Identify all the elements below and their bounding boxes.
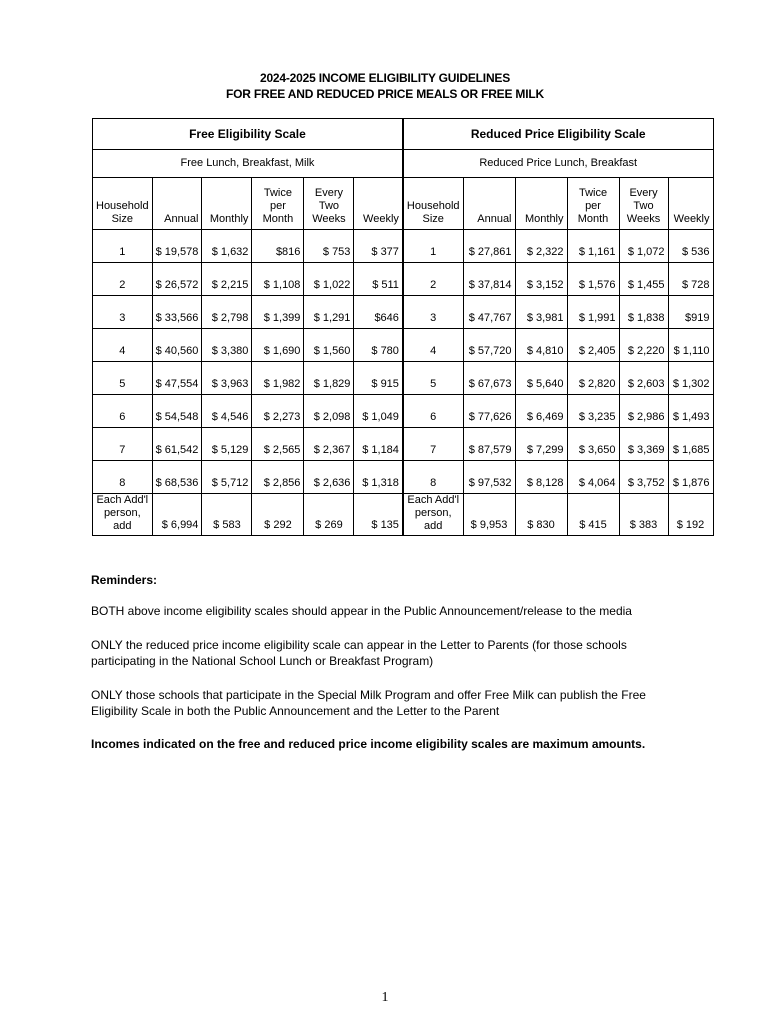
free-every-two-cell: $ 1,560 [304, 329, 354, 362]
reduced-twice-per-month-header: Twice per Month [567, 178, 619, 230]
free-twice-cell: $ 1,399 [252, 296, 304, 329]
free-annual-cell: $ 19,578 [152, 230, 202, 263]
reduced-weekly-cell: $919 [668, 296, 713, 329]
reduced-weekly-cell: $ 1,685 [668, 428, 713, 461]
reduced-household-size-cell: 6 [403, 395, 463, 428]
table-row [93, 296, 714, 329]
free-scale-subheading: Free Lunch, Breakfast, Milk [93, 150, 403, 178]
scale-header-row [93, 119, 714, 150]
title-line-2: FOR FREE AND REDUCED PRICE MEALS OR FREE MILK [226, 87, 544, 101]
free-annual-cell: $ 26,572 [152, 263, 202, 296]
reduced-weekly-cell: $ 1,302 [668, 362, 713, 395]
free-monthly-cell: $ 3,380 [202, 329, 252, 362]
reduced-monthly-cell: $ 6,469 [515, 395, 567, 428]
free-weekly-cell: $646 [354, 296, 403, 329]
free-household-size-cell: 7 [93, 428, 153, 461]
table-row [93, 395, 714, 428]
document-title [0, 70, 770, 102]
reduced-scale-subheading: Reduced Price Lunch, Breakfast [403, 150, 713, 178]
free-household-size-cell: 1 [93, 230, 153, 263]
reduced-each-every-two: $ 383 [619, 494, 668, 536]
free-household-size-cell: 5 [93, 362, 153, 395]
free-weekly-cell: $ 1,049 [354, 395, 403, 428]
free-annual-cell: $ 54,548 [152, 395, 202, 428]
reduced-monthly-cell: $ 5,640 [515, 362, 567, 395]
reduced-every-two-cell: $ 3,752 [619, 461, 668, 494]
free-twice-cell: $ 2,273 [252, 395, 304, 428]
reduced-household-size-header: Household Size [403, 178, 463, 230]
free-household-size-header: Household Size [93, 178, 153, 230]
reduced-household-size-cell: 8 [403, 461, 463, 494]
reduced-each-twice: $ 415 [567, 494, 619, 536]
reduced-monthly-cell: $ 2,322 [515, 230, 567, 263]
free-monthly-cell: $ 4,546 [202, 395, 252, 428]
free-each-annual: $ 6,994 [152, 494, 202, 536]
free-every-two-cell: $ 1,291 [304, 296, 354, 329]
free-twice-cell: $816 [252, 230, 304, 263]
reduced-every-two-cell: $ 3,369 [619, 428, 668, 461]
free-every-two-cell: $ 1,829 [304, 362, 354, 395]
free-weekly-cell: $ 377 [354, 230, 403, 263]
column-header-row [93, 178, 714, 230]
free-twice-cell: $ 1,982 [252, 362, 304, 395]
free-monthly-cell: $ 1,632 [202, 230, 252, 263]
free-annual-cell: $ 33,566 [152, 296, 202, 329]
eligibility-table [92, 118, 714, 536]
reduced-weekly-cell: $ 1,110 [668, 329, 713, 362]
reduced-annual-cell: $ 97,532 [463, 461, 515, 494]
reduced-each-annual: $ 9,953 [463, 494, 515, 536]
reduced-weekly-cell: $ 1,493 [668, 395, 713, 428]
reduced-weekly-header: Weekly [668, 178, 713, 230]
reduced-monthly-header: Monthly [515, 178, 567, 230]
free-weekly-cell: $ 915 [354, 362, 403, 395]
reduced-monthly-cell: $ 8,128 [515, 461, 567, 494]
reduced-annual-cell: $ 47,767 [463, 296, 515, 329]
free-annual-header: Annual [152, 178, 202, 230]
reduced-weekly-cell: $ 728 [668, 263, 713, 296]
reduced-every-two-cell: $ 2,220 [619, 329, 668, 362]
reduced-weekly-cell: $ 536 [668, 230, 713, 263]
reduced-twice-cell: $ 2,405 [567, 329, 619, 362]
reduced-monthly-cell: $ 4,810 [515, 329, 567, 362]
reduced-twice-cell: $ 3,235 [567, 395, 619, 428]
free-weekly-cell: $ 1,184 [354, 428, 403, 461]
free-each-additional-label: Each Add'l person, add [93, 494, 153, 536]
reduced-weekly-cell: $ 1,876 [668, 461, 713, 494]
reduced-household-size-cell: 1 [403, 230, 463, 263]
title-line-1: 2024-2025 INCOME ELIGIBILITY GUIDELINES [259, 71, 511, 85]
reduced-twice-cell: $ 4,064 [567, 461, 619, 494]
free-household-size-cell: 6 [93, 395, 153, 428]
reminder-paragraph-1: BOTH above income eligibility scales should appear in the Public Announcement/release to the media [91, 604, 632, 618]
reduced-household-size-cell: 7 [403, 428, 463, 461]
table-row [93, 461, 714, 494]
page-number: 1 [381, 990, 389, 1005]
reduced-annual-cell: $ 37,814 [463, 263, 515, 296]
reduced-each-additional-label: Each Add'l person, add [403, 494, 463, 536]
reduced-annual-cell: $ 77,626 [463, 395, 515, 428]
reduced-every-two-weeks-header: Every Two Weeks [619, 178, 668, 230]
free-each-monthly: $ 583 [202, 494, 252, 536]
free-twice-cell: $ 1,690 [252, 329, 304, 362]
free-each-every-two: $ 269 [304, 494, 354, 536]
table-row [93, 329, 714, 362]
reduced-twice-cell: $ 3,650 [567, 428, 619, 461]
reduced-household-size-cell: 5 [403, 362, 463, 395]
table-row [93, 230, 714, 263]
reduced-household-size-cell: 2 [403, 263, 463, 296]
free-weekly-cell: $ 511 [354, 263, 403, 296]
free-scale-heading: Free Eligibility Scale [93, 119, 403, 150]
table-row [93, 263, 714, 296]
free-twice-cell: $ 2,565 [252, 428, 304, 461]
free-every-two-cell: $ 2,636 [304, 461, 354, 494]
reminder-paragraph-2: ONLY the reduced price income eligibility scale can appear in the Letter to Parents (for those schools participating in the National School Lunch or Breakfast Program) [91, 638, 627, 668]
free-weekly-cell: $ 780 [354, 329, 403, 362]
table-row [93, 428, 714, 461]
free-each-weekly: $ 135 [354, 494, 403, 536]
free-twice-cell: $ 1,108 [252, 263, 304, 296]
free-every-two-weeks-header: Every Two Weeks [304, 178, 354, 230]
reduced-twice-cell: $ 1,161 [567, 230, 619, 263]
reduced-annual-cell: $ 27,861 [463, 230, 515, 263]
free-monthly-cell: $ 2,798 [202, 296, 252, 329]
free-household-size-cell: 8 [93, 461, 153, 494]
reduced-monthly-cell: $ 3,152 [515, 263, 567, 296]
free-annual-cell: $ 68,536 [152, 461, 202, 494]
reduced-twice-cell: $ 1,991 [567, 296, 619, 329]
free-annual-cell: $ 40,560 [152, 329, 202, 362]
free-every-two-cell: $ 1,022 [304, 263, 354, 296]
reduced-twice-cell: $ 1,576 [567, 263, 619, 296]
free-household-size-cell: 4 [93, 329, 153, 362]
reduced-every-two-cell: $ 1,455 [619, 263, 668, 296]
reduced-annual-cell: $ 57,720 [463, 329, 515, 362]
reduced-twice-cell: $ 2,820 [567, 362, 619, 395]
reduced-household-size-cell: 3 [403, 296, 463, 329]
scale-subheader-row [93, 150, 714, 178]
free-annual-cell: $ 61,542 [152, 428, 202, 461]
free-twice-per-month-header: Twice per Month [252, 178, 304, 230]
reduced-every-two-cell: $ 2,986 [619, 395, 668, 428]
free-weekly-header: Weekly [354, 178, 403, 230]
free-weekly-cell: $ 1,318 [354, 461, 403, 494]
free-monthly-cell: $ 3,963 [202, 362, 252, 395]
reduced-household-size-cell: 4 [403, 329, 463, 362]
reduced-annual-cell: $ 67,673 [463, 362, 515, 395]
reduced-annual-header: Annual [463, 178, 515, 230]
reduced-every-two-cell: $ 1,072 [619, 230, 668, 263]
table-row [93, 362, 714, 395]
free-annual-cell: $ 47,554 [152, 362, 202, 395]
free-each-twice: $ 292 [252, 494, 304, 536]
reduced-every-two-cell: $ 1,838 [619, 296, 668, 329]
reminder-paragraph-4: Incomes indicated on the free and reduced price income eligibility scales are maximum amounts. [91, 737, 646, 751]
free-household-size-cell: 3 [93, 296, 153, 329]
free-household-size-cell: 2 [93, 263, 153, 296]
free-monthly-cell: $ 5,712 [202, 461, 252, 494]
free-monthly-cell: $ 2,215 [202, 263, 252, 296]
reduced-each-monthly: $ 830 [515, 494, 567, 536]
reduced-scale-heading: Reduced Price Eligibility Scale [403, 119, 713, 150]
each-additional-row [93, 494, 714, 536]
reduced-every-two-cell: $ 2,603 [619, 362, 668, 395]
reduced-monthly-cell: $ 3,981 [515, 296, 567, 329]
reminder-paragraph-3: ONLY those schools that participate in the Special Milk Program and offer Free Milk can publish the Free Eligibility Scale in both the Public Announcement and the Letter to the Parent [91, 688, 646, 718]
free-twice-cell: $ 2,856 [252, 461, 304, 494]
free-every-two-cell: $ 2,367 [304, 428, 354, 461]
free-monthly-cell: $ 5,129 [202, 428, 252, 461]
reminders-heading: Reminders: [91, 573, 158, 587]
reduced-monthly-cell: $ 7,299 [515, 428, 567, 461]
free-every-two-cell: $ 2,098 [304, 395, 354, 428]
table-body [93, 230, 714, 494]
reduced-annual-cell: $ 87,579 [463, 428, 515, 461]
reduced-each-weekly: $ 192 [668, 494, 713, 536]
free-monthly-header: Monthly [202, 178, 252, 230]
free-every-two-cell: $ 753 [304, 230, 354, 263]
